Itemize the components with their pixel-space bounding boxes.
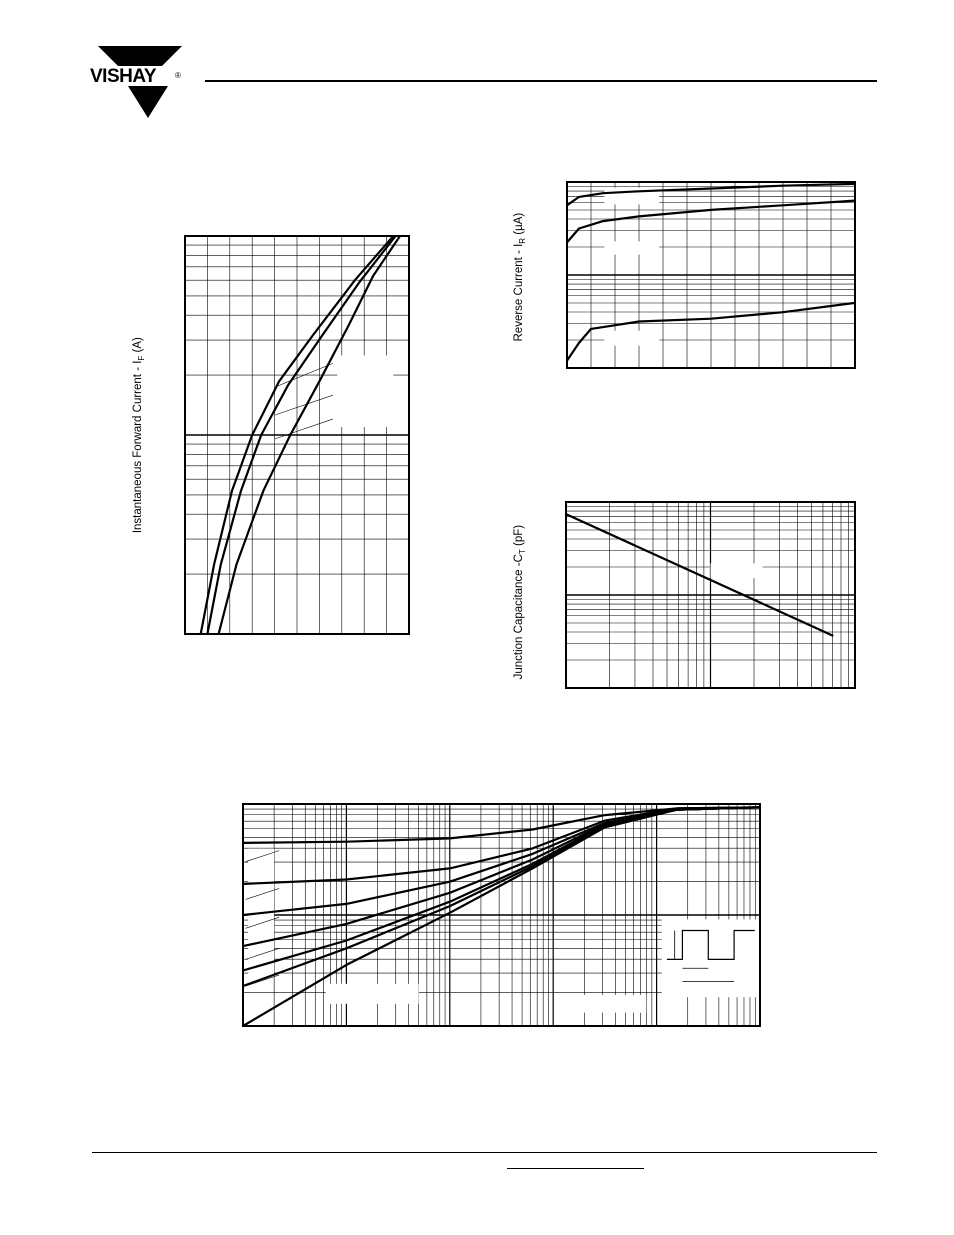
series-line-1	[566, 514, 833, 636]
legend-patch	[574, 995, 646, 1013]
legend-patch	[604, 242, 659, 255]
legend-patch	[711, 563, 763, 578]
footer-rule	[92, 1152, 877, 1153]
leader-line	[275, 419, 333, 439]
logo-text: VISHAY	[90, 66, 156, 87]
header-rule	[205, 80, 877, 82]
chart3-ylabel: Junction Capacitance $-C_T$ (pF)	[512, 524, 528, 680]
forward-current-chart	[185, 236, 409, 634]
legend-patch	[337, 355, 393, 427]
chart1-ylabel: Instantaneous Forward Current - $I_F$ (A)	[131, 337, 147, 534]
thermal-impedance-chart	[243, 804, 760, 1026]
reverse-current-chart	[567, 182, 855, 368]
junction-capacitance-chart	[566, 502, 855, 688]
series-line-3	[243, 807, 760, 915]
registered-mark: ®	[175, 71, 181, 80]
chart2-ylabel: Reverse Current - $I_R$ (µA)	[512, 212, 528, 342]
legend-patch	[604, 331, 659, 346]
legend-patch	[326, 984, 419, 1004]
footer-link-underline	[507, 1168, 644, 1169]
vishay-logo	[88, 44, 184, 120]
